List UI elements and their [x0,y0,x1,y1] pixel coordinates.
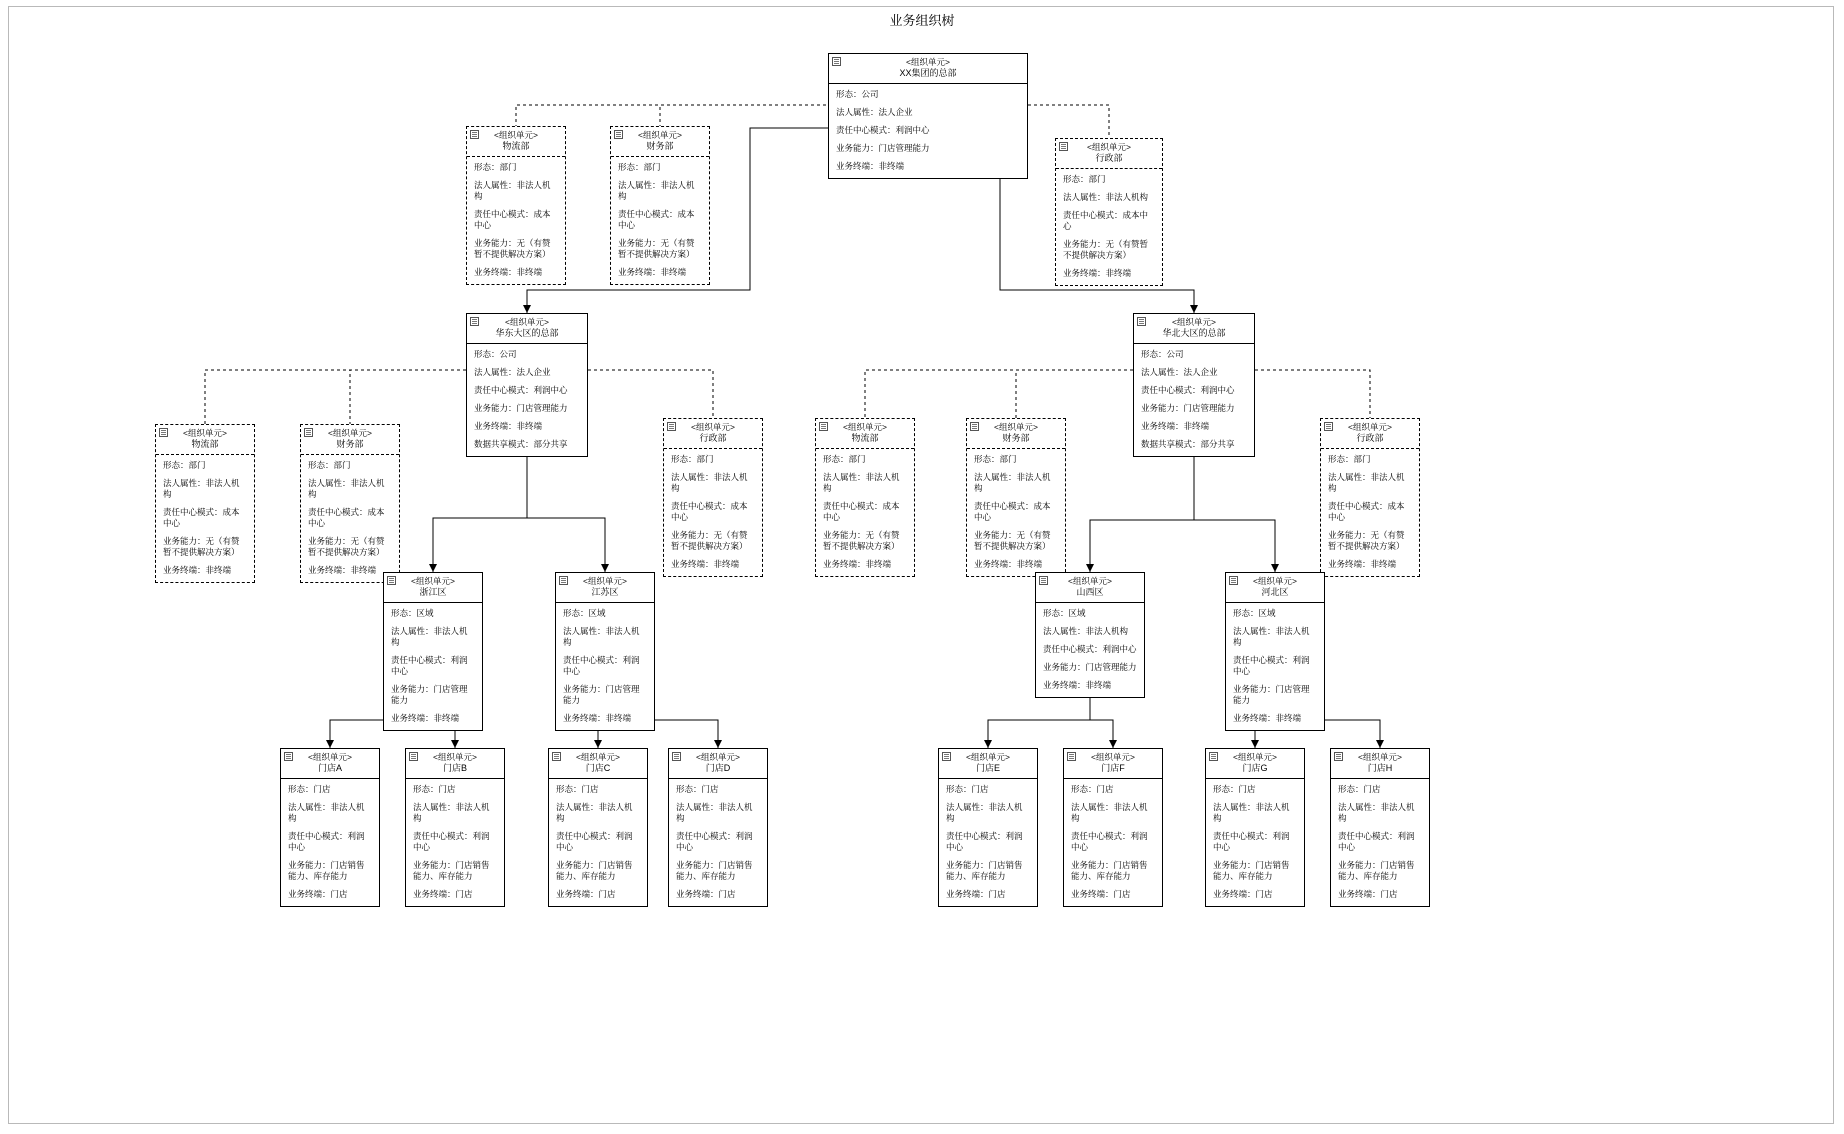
node-attribute-row: 责任中心模式：利润中心 [1071,831,1148,852]
node-attribute-row: 业务终端：门店 [1338,889,1398,899]
node-attribute-row: 业务能力：无（有赞暂不提供解决方案） [474,238,551,259]
node-attributes [967,449,1065,576]
node-attribute-row: 业务能力：无（有赞暂不提供解决方案） [1328,530,1405,551]
node-stereotype: <组织单元> [328,428,372,438]
org-unit-icon [1324,422,1333,431]
node-attribute-row: 法人属性：非法人机构 [391,626,468,647]
org-node-hq[interactable] [828,53,1028,179]
node-header [1064,749,1162,779]
node-attribute-row: 业务终端：非终端 [1043,680,1112,690]
node-attribute-row: 法人属性：法人企业 [474,367,551,377]
node-attribute-row: 业务终端：非终端 [563,713,632,723]
node-attribute-row: 形态：部门 [671,454,714,464]
node-attribute-row: 责任中心模式：利润中心 [676,831,753,852]
node-header [156,425,254,455]
node-attribute-row: 法人属性：非法人机构 [1043,626,1129,636]
org-node-storeG[interactable] [1205,748,1305,907]
node-attributes [829,84,1027,178]
node-attribute-row: 业务终端：非终端 [474,421,543,431]
node-attribute-row: 法人属性：非法人机构 [1328,472,1405,493]
org-node-storeA[interactable] [280,748,380,907]
node-attributes [669,779,767,906]
node-header [467,127,565,157]
node-attribute-row: 法人属性：法人企业 [836,107,913,117]
node-attribute-row: 形态：门店 [676,784,719,794]
org-unit-icon [1334,752,1343,761]
org-unit-icon [387,576,396,585]
org-node-hq-logistics[interactable] [466,126,566,285]
node-attribute-row: 业务终端：非终端 [474,267,543,277]
node-stereotype: <组织单元> [1087,142,1131,152]
node-stereotype: <组织单元> [308,752,352,762]
node-attribute-row: 法人属性：非法人机构 [1233,626,1310,647]
node-attribute-row: 业务能力：无（有赞暂不提供解决方案） [974,530,1051,551]
org-node-east-finance[interactable] [300,424,400,583]
node-attribute-row: 业务终端：非终端 [823,559,892,569]
node-attribute-row: 业务能力：门店销售能力、库存能力 [1071,860,1148,881]
node-attributes [406,779,504,906]
node-title: 行政部 [1356,433,1384,443]
node-title: 财务部 [646,141,674,151]
node-attribute-row: 责任中心模式：成本中心 [1328,501,1405,522]
node-attribute-row: 法人属性：非法人机构 [288,802,365,823]
node-stereotype: <组织单元> [1358,752,1402,762]
org-unit-icon [409,752,418,761]
node-attribute-row: 责任中心模式：成本中心 [974,501,1051,522]
node-title: 行政部 [699,433,727,443]
node-attributes [384,603,482,730]
node-stereotype: <组织单元> [494,130,538,140]
node-attribute-row: 法人属性：非法人机构 [1213,802,1290,823]
node-title: 门店H [1367,763,1393,773]
org-node-jiangsu[interactable] [555,572,655,731]
node-header [1206,749,1304,779]
node-attribute-row: 责任中心模式：利润中心 [836,125,930,135]
org-unit-icon [970,422,979,431]
node-stereotype: <组织单元> [994,422,1038,432]
node-header [281,749,379,779]
org-node-north-finance[interactable] [966,418,1066,577]
node-stereotype: <组织单元> [1091,752,1135,762]
node-attribute-row: 形态：区域 [391,608,434,618]
node-attribute-row: 法人属性：法人企业 [1141,367,1218,377]
node-attribute-row: 法人属性：非法人机构 [618,180,695,201]
node-stereotype: <组织单元> [411,576,455,586]
node-stereotype: <组织单元> [1172,317,1216,327]
node-header [301,425,399,455]
org-unit-icon [832,57,841,66]
node-attribute-row: 业务终端：门店 [413,889,473,899]
node-attribute-row: 业务能力：门店销售能力、库存能力 [556,860,633,881]
node-attributes [301,455,399,582]
node-title: 物流部 [191,439,219,449]
node-attribute-row: 业务终端：非终端 [1063,268,1132,278]
node-header [1321,419,1419,449]
org-unit-icon [1137,317,1146,326]
org-unit-icon [1229,576,1238,585]
node-attribute-row: 形态：门店 [1338,784,1381,794]
node-attribute-row: 业务能力：门店销售能力、库存能力 [1213,860,1290,881]
node-stereotype: <组织单元> [691,422,735,432]
node-header [816,419,914,449]
node-attribute-row: 数据共享模式：部分共享 [1141,439,1235,449]
node-attribute-row: 责任中心模式：利润中心 [474,385,568,395]
node-header [549,749,647,779]
node-attribute-row: 法人属性：非法人机构 [163,478,240,499]
node-attribute-row: 法人属性：非法人机构 [946,802,1023,823]
node-attribute-row: 业务终端：非终端 [308,565,377,575]
node-attribute-row: 形态：部门 [474,162,517,172]
node-stereotype: <组织单元> [966,752,1010,762]
node-title: 物流部 [851,433,879,443]
node-attribute-row: 责任中心模式：利润中心 [1233,655,1310,676]
node-attribute-row: 业务能力：无（有赞暂不提供解决方案） [823,530,900,551]
org-node-storeC[interactable] [548,748,648,907]
node-attributes [1064,779,1162,906]
node-attribute-row: 形态：部门 [823,454,866,464]
node-attribute-row: 责任中心模式：利润中心 [946,831,1023,852]
node-attribute-row: 法人属性：非法人机构 [676,802,753,823]
node-attribute-row: 形态：公司 [1141,349,1184,359]
node-stereotype: <组织单元> [906,57,950,67]
org-unit-icon [284,752,293,761]
node-attribute-row: 业务能力：门店管理能力 [1043,662,1137,672]
node-title: 行政部 [1095,153,1123,163]
node-attribute-row: 形态：公司 [474,349,517,359]
node-attribute-row: 责任中心模式：成本中心 [474,209,551,230]
node-attribute-row: 责任中心模式：成本中心 [163,507,240,528]
node-title: 山西区 [1076,587,1104,597]
org-node-east-logistics[interactable] [155,424,255,583]
node-attributes [281,779,379,906]
org-node-storeB[interactable] [405,748,505,907]
org-unit-icon [672,752,681,761]
org-node-hq-finance[interactable] [610,126,710,285]
node-attribute-row: 形态：区域 [1233,608,1276,618]
org-node-storeH[interactable] [1330,748,1430,907]
node-title: 物流部 [502,141,530,151]
org-unit-icon [304,428,313,437]
node-attributes [1321,449,1419,576]
node-title: 江苏区 [591,587,619,597]
node-title: 财务部 [1002,433,1030,443]
org-unit-icon [1059,142,1068,151]
node-attribute-row: 形态：部门 [618,162,661,172]
node-attribute-row: 业务能力：无（有赞暂不提供解决方案） [163,536,240,557]
node-header [664,419,762,449]
node-attribute-row: 责任中心模式：利润中心 [1213,831,1290,852]
node-attribute-row: 业务终端：非终端 [1328,559,1397,569]
node-attribute-row: 形态：部门 [974,454,1017,464]
node-attribute-row: 责任中心模式：利润中心 [563,655,640,676]
node-title: 门店C [585,763,611,773]
node-attribute-row: 形态：部门 [163,460,206,470]
node-attribute-row: 法人属性：非法人机构 [671,472,748,493]
node-title: 河北区 [1261,587,1289,597]
node-attribute-row: 业务能力：门店销售能力、库存能力 [946,860,1023,881]
node-attribute-row: 业务终端：非终端 [974,559,1043,569]
node-header [556,573,654,603]
node-title: 门店B [442,763,467,773]
node-header [384,573,482,603]
node-attribute-row: 法人属性：非法人机构 [974,472,1051,493]
node-stereotype: <组织单元> [576,752,620,762]
node-attribute-row: 法人属性：非法人机构 [308,478,385,499]
node-header [611,127,709,157]
node-attribute-row: 业务能力：门店销售能力、库存能力 [413,860,490,881]
node-stereotype: <组织单元> [843,422,887,432]
org-node-storeF[interactable] [1063,748,1163,907]
org-node-shanxi[interactable] [1035,572,1145,698]
node-attribute-row: 业务终端：非终端 [618,267,687,277]
node-attribute-row: 形态：部门 [1063,174,1106,184]
node-attribute-row: 责任中心模式：利润中心 [1338,831,1415,852]
node-attribute-row: 业务能力：无（有赞暂不提供解决方案） [1063,239,1149,260]
node-attributes [939,779,1037,906]
org-node-storeE[interactable] [938,748,1038,907]
node-attributes [1134,344,1254,456]
node-attribute-row: 责任中心模式：利润中心 [556,831,633,852]
org-unit-icon [159,428,168,437]
node-attribute-row: 责任中心模式：成本中心 [671,501,748,522]
node-attributes [467,344,587,456]
org-unit-icon [942,752,951,761]
node-attribute-row: 法人属性：非法人机构 [556,802,633,823]
node-title: 门店F [1101,763,1125,773]
node-header [1056,139,1162,169]
node-attributes [549,779,647,906]
node-header [669,749,767,779]
node-attribute-row: 责任中心模式：成本中心 [308,507,385,528]
node-attribute-row: 责任中心模式：利润中心 [1043,644,1137,654]
node-attribute-row: 业务能力：无（有赞暂不提供解决方案） [308,536,385,557]
node-attribute-row: 责任中心模式：利润中心 [1141,385,1235,395]
org-node-hebei[interactable] [1225,572,1325,731]
node-attribute-row: 形态：区域 [1043,608,1086,618]
node-header [406,749,504,779]
node-attribute-row: 业务终端：非终端 [671,559,740,569]
org-unit-icon [470,130,479,139]
node-attribute-row: 业务能力：门店销售能力、库存能力 [1338,860,1415,881]
node-attribute-row: 业务能力：门店销售能力、库存能力 [676,860,753,881]
node-attribute-row: 数据共享模式：部分共享 [474,439,568,449]
node-attribute-row: 责任中心模式：成本中心 [618,209,695,230]
org-unit-icon [819,422,828,431]
node-attribute-row: 业务能力：门店管理能力 [836,143,930,153]
node-attribute-row: 业务终端：门店 [1071,889,1131,899]
node-stereotype: <组织单元> [583,576,627,586]
org-unit-icon [1039,576,1048,585]
org-node-north-logistics[interactable] [815,418,915,577]
node-attribute-row: 业务终端：非终端 [163,565,232,575]
node-header [967,419,1065,449]
org-unit-icon [667,422,676,431]
node-title: 浙江区 [419,587,447,597]
node-attribute-row: 业务能力：无（有赞暂不提供解决方案） [618,238,695,259]
node-attribute-row: 业务能力：门店管理能力 [563,684,640,705]
node-header [1036,573,1144,603]
node-attribute-row: 业务终端：门店 [1213,889,1273,899]
node-attribute-row: 责任中心模式：利润中心 [413,831,490,852]
node-header [939,749,1037,779]
node-stereotype: <组织单元> [1233,752,1277,762]
node-attribute-row: 法人属性：非法人机构 [1338,802,1415,823]
node-attribute-row: 业务终端：非终端 [391,713,460,723]
node-title: 门店E [975,763,1000,773]
node-attributes [156,455,254,582]
node-header [1331,749,1429,779]
diagram-title: 业务组织树 [889,13,955,28]
node-attribute-row: 形态：部门 [308,460,351,470]
node-attribute-row: 业务能力：门店管理能力 [474,403,568,413]
node-attribute-row: 形态：部门 [1328,454,1371,464]
node-stereotype: <组织单元> [183,428,227,438]
node-attribute-row: 业务能力：门店管理能力 [1141,403,1235,413]
node-attribute-row: 责任中心模式：利润中心 [288,831,365,852]
node-attribute-row: 业务终端：门店 [288,889,348,899]
org-node-north-admin[interactable] [1320,418,1420,577]
node-attributes [664,449,762,576]
node-attribute-row: 责任中心模式：利润中心 [391,655,468,676]
org-unit-icon [1067,752,1076,761]
node-stereotype: <组织单元> [638,130,682,140]
node-attributes [556,603,654,730]
node-header [829,54,1027,84]
node-attribute-row: 形态：区域 [563,608,606,618]
node-stereotype: <组织单元> [505,317,549,327]
node-title: 门店A [317,763,342,773]
node-attributes [816,449,914,576]
node-attribute-row: 业务能力：无（有赞暂不提供解决方案） [671,530,748,551]
node-attributes [1206,779,1304,906]
node-stereotype: <组织单元> [433,752,477,762]
org-unit-icon [470,317,479,326]
node-attribute-row: 形态：公司 [836,89,879,99]
node-attribute-row: 法人属性：非法人机构 [474,180,551,201]
node-header [1134,314,1254,344]
node-title: 华北大区的总部 [1162,328,1226,338]
node-header [1226,573,1324,603]
node-attribute-row: 业务终端：非终端 [1141,421,1210,431]
node-attribute-row: 责任中心模式：成本中心 [823,501,900,522]
node-attribute-row: 业务终端：非终端 [836,161,905,171]
node-attribute-row: 法人属性：非法人机构 [563,626,640,647]
org-unit-icon [1209,752,1218,761]
node-attribute-row: 形态：门店 [288,784,331,794]
node-attribute-row: 业务终端：门店 [676,889,736,899]
org-node-east-admin[interactable] [663,418,763,577]
org-node-east[interactable] [466,313,588,457]
node-attributes [1331,779,1429,906]
node-title: XX集团的总部 [899,68,957,78]
node-header [467,314,587,344]
node-attribute-row: 形态：门店 [413,784,456,794]
node-title: 门店D [705,763,731,773]
node-attribute-row: 法人属性：非法人机构 [413,802,490,823]
node-attribute-row: 业务能力：门店管理能力 [391,684,468,705]
node-attribute-row: 业务能力：门店销售能力、库存能力 [288,860,365,881]
node-attribute-row: 业务终端：门店 [556,889,616,899]
org-unit-icon [614,130,623,139]
org-unit-icon [559,576,568,585]
node-attribute-row: 形态：门店 [556,784,599,794]
node-attribute-row: 法人属性：非法人机构 [1063,192,1149,202]
node-attribute-row: 法人属性：非法人机构 [1071,802,1148,823]
node-attributes [467,157,565,284]
node-attribute-row: 法人属性：非法人机构 [823,472,900,493]
node-attribute-row: 业务能力：门店管理能力 [1233,684,1310,705]
node-attribute-row: 责任中心模式：成本中心 [1063,210,1149,231]
node-stereotype: <组织单元> [696,752,740,762]
node-stereotype: <组织单元> [1253,576,1297,586]
node-attribute-row: 业务终端：门店 [946,889,1006,899]
node-attributes [611,157,709,284]
node-attributes [1056,169,1162,285]
node-attribute-row: 业务终端：非终端 [1233,713,1302,723]
node-title: 财务部 [336,439,364,449]
node-attributes [1226,603,1324,730]
node-stereotype: <组织单元> [1068,576,1112,586]
node-attribute-row: 形态：门店 [1213,784,1256,794]
org-node-storeD[interactable] [668,748,768,907]
node-title: 华东大区的总部 [495,328,559,338]
node-attribute-row: 形态：门店 [1071,784,1114,794]
org-unit-icon [552,752,561,761]
node-attribute-row: 形态：门店 [946,784,989,794]
org-node-north[interactable] [1133,313,1255,457]
org-node-hq-admin[interactable] [1055,138,1163,286]
org-node-zhejiang[interactable] [383,572,483,731]
node-stereotype: <组织单元> [1348,422,1392,432]
node-attributes [1036,603,1144,697]
node-title: 门店G [1242,763,1268,773]
